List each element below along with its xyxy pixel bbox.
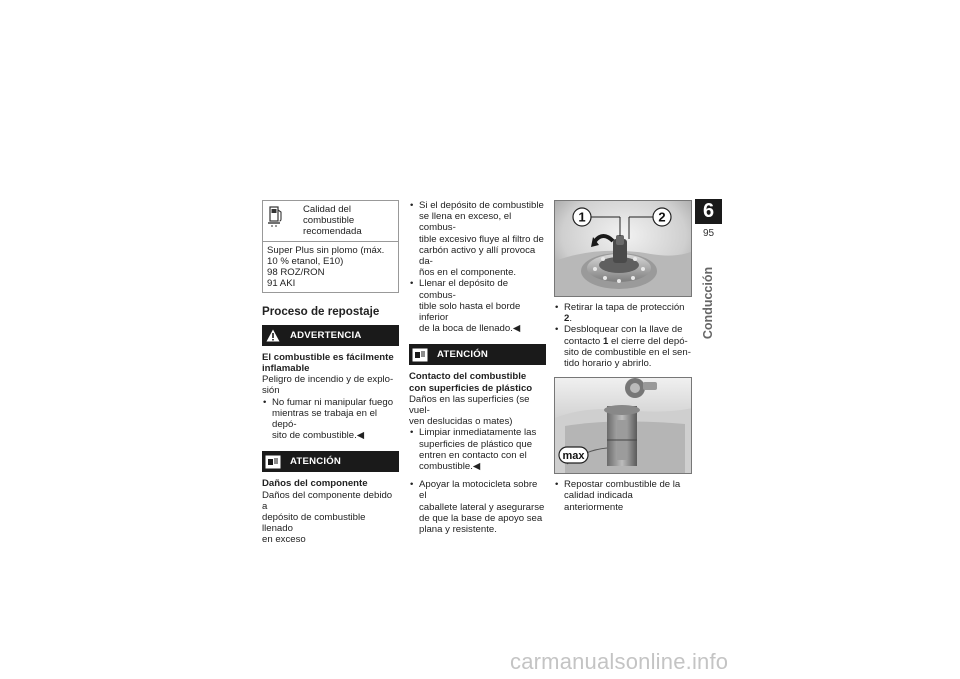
cap-bullets (554, 302, 692, 369)
warning-text (262, 374, 399, 396)
attention-label: ATENCIÓN (290, 456, 341, 468)
list-item-line: mientras se trabaja en el depó- (272, 407, 378, 431)
list-item-line: superficies de plástico que (419, 438, 533, 450)
fuel-quality-table (262, 200, 399, 293)
list-item-line: plana y resistente. (419, 524, 497, 536)
list-item (409, 479, 546, 535)
list-item (409, 200, 546, 278)
overfill-bullets (409, 200, 546, 334)
attention-label: ATENCIÓN (437, 349, 488, 361)
callout-ref: 1 (602, 335, 609, 347)
list-item-line: calidad indicada anteriormente (564, 490, 633, 513)
list-item-text: contacto (564, 335, 603, 347)
list-item-line: • Si el depósito de combustible (419, 200, 544, 211)
attention-banner (409, 344, 546, 365)
fuel-table-header (263, 201, 398, 242)
fuel-table-header-line: Calidad del combustible (303, 204, 355, 227)
chapter-side-label (688, 258, 728, 348)
fuel-table-row: 98 ROZ/RON (267, 266, 325, 278)
attention-title: Daños del componente (262, 478, 368, 490)
list-item-line: entren en contacto con el (419, 449, 527, 461)
fuel-cap-illustration (555, 201, 692, 297)
chapter-number-tab: 6 (695, 199, 722, 224)
fuel-table-row: Super Plus sin plomo (máx. (267, 244, 385, 256)
refuel-bullets (554, 479, 692, 513)
attention-text (409, 394, 546, 428)
attention-text (262, 490, 399, 546)
filler-neck-illustration (555, 378, 692, 474)
warning-title-line: inflamable (262, 363, 310, 375)
list-item-line: carbón activo y allí provoca da- (419, 244, 536, 268)
list-item-line: sito de combustible en el sen- (564, 346, 691, 358)
attention-banner (262, 451, 399, 472)
fuel-cap-photo (554, 200, 692, 297)
attention-text-line: ven deslucidas o mates) (409, 416, 513, 428)
warning-title (262, 352, 399, 374)
list-item (554, 479, 692, 513)
list-item (409, 427, 546, 472)
fuel-pump-icon (267, 204, 285, 228)
manual-attention-icon (262, 451, 284, 472)
list-item-line: de que la base de apoyo sea (419, 512, 543, 524)
callout-1: 1 (578, 209, 586, 225)
column-middle (409, 200, 546, 535)
list-item-line: • Limpiar inmediatamente las (419, 427, 537, 439)
list-item-line: • Llenar el depósito de combus- (419, 278, 509, 301)
column-left (262, 200, 399, 546)
fuel-table-row: 91 AKI (267, 277, 296, 289)
list-item (554, 324, 692, 369)
list-item-line (564, 336, 692, 347)
attention-text-line: Daños en las superficies (se vuel- (409, 393, 530, 417)
fuel-table-header-line: recomendada (303, 226, 362, 238)
attention-text-line: en exceso (262, 534, 306, 546)
chapter-side-label-text: Conducción (701, 266, 715, 340)
list-item-line: de la boca de llenado.◀ (419, 323, 521, 335)
list-item-line: se llena en exceso, el combus- (419, 211, 512, 234)
list-item-line: tible solo hasta el borde inferior (419, 300, 521, 324)
list-item-line: caballete lateral y asegurarse (419, 501, 545, 513)
callout-2: 2 (658, 209, 666, 225)
list-item-line: tido horario y abrirlo. (564, 358, 652, 370)
max-label: max (562, 450, 585, 463)
list-item-line: combustible.◀ (419, 461, 481, 473)
fuel-table-body (263, 242, 398, 292)
attention-title-line: con superficies de plástico (409, 382, 533, 394)
list-item-line: • Desbloquear con la llave de (564, 324, 683, 336)
fuel-table-row: 10 % etanol, E10) (267, 255, 344, 267)
warning-title-line: El combustible es fácilmente (262, 351, 394, 363)
warning-banner (262, 325, 399, 346)
manual-attention-icon (409, 344, 431, 365)
column-right (554, 200, 692, 513)
list-item-text: Retirar la tapa de protección (564, 302, 685, 313)
list-item-text: . (569, 313, 573, 325)
list-item (262, 397, 399, 442)
list-item-line: sito de combustible.◀ (272, 430, 365, 442)
attention-title-line: Contacto del combustible (409, 371, 527, 383)
list-item-line: • No fumar ni manipular fuego (272, 396, 394, 408)
list-item-text: el cierre del depó- (608, 335, 688, 347)
list-item-line: • Apoyar la motocicleta sobre el (419, 479, 538, 502)
page-number: 95 (702, 228, 715, 239)
attention-text-line: Daños del componente debido a (262, 489, 393, 512)
warning-bullets (262, 397, 399, 442)
warning-triangle-icon (262, 325, 284, 346)
plastic-bullets (409, 427, 546, 535)
list-item-line: • Repostar combustible de la (564, 479, 681, 491)
filler-neck-photo (554, 377, 692, 474)
warning-label: ADVERTENCIA (290, 329, 362, 341)
section-title: Proceso de repostaje (262, 304, 380, 318)
list-item (554, 302, 692, 324)
watermark: carmanualsonline.info (510, 649, 729, 674)
attention-title (409, 371, 546, 393)
attention-text-line: depósito de combustible llenado (262, 512, 366, 535)
list-item-line: tible excesivo fluye al filtro de (419, 233, 544, 245)
warning-text-line: sión (262, 385, 280, 397)
list-item-line: ños en el componente. (419, 267, 517, 279)
callout-ref: 2 (564, 313, 570, 325)
warning-text-line: Peligro de incendio y de explo- (262, 374, 394, 386)
list-item (409, 278, 546, 334)
